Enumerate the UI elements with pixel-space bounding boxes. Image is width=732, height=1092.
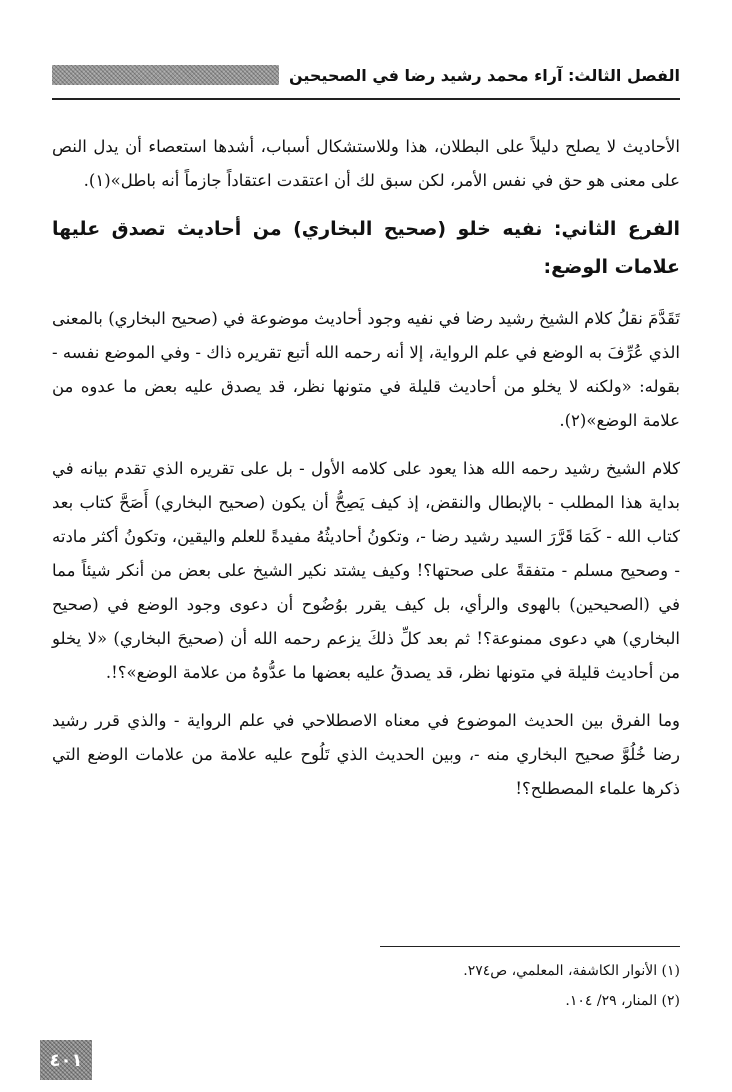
paragraph-critique: كلام الشيخ رشيد رحمه الله هذا يعود على كلامه الأول - بل على تقريره الذي تقدم بيانه في بداية هذا المطلب - بالإبطال والنقض، إذ كيف يَصِحُّ أن يكون (صحيح البخاري) أَصَحَّ كتاب بعد كتاب الله - كَمَا قَرَّرَ السيد رشيد رضا -، وتكونُ أحاديثُهُ مفيدةً للعلم واليقين، وتكونُ أكثر مادته - وصحيح مسلم - متفقةً على صحتها؟! وكيف يشتد نكير الشيخ على بعض من أنكر شيئاً مما في (الصحيحين) بالهوى والرأي، بل كيف يقرر بوُضُوح أن دعوى وجود الوضع في (صحيح البخاري) هي دعوى ممنوعة؟! ثم بعد كلِّ ذلكَ يزعم رحمه الله أن (صحيحَ البخاري) «لا يخلو من أحاديث قليلة في متونها نظر، قد يصدقُ عليه بعضها ما عدُّوهُ من علامة الوضع»؟!. <box>52 459 681 682</box>
footnote-2: (٢) المنار، ٢٩/ ١٠٤. <box>565 993 680 1009</box>
footnote-1: (١) الأنوار الكاشفة، المعلمي، ص٢٧٤. <box>463 963 680 979</box>
page-number: ٤٠١ <box>49 1049 83 1071</box>
paragraph-question: وما الفرق بين الحديث الموضوع في معناه الاصطلاحي في علم الرواية - والذي قرر رشيد رضا خُلُوَّ صحيح البخاري منه -، وبين الحديث الذي تَلُوح عليه علامة من علامات الوضع التي ذكرها علماء المصطلح؟! <box>52 711 680 798</box>
running-head <box>52 60 680 90</box>
running-head-decorative-bar <box>52 65 279 85</box>
section-subheading: الفرع الثاني: نفيه خلو (صحيح البخاري) من أحاديث تصدق عليها علامات الوضع: <box>52 218 680 278</box>
footnotes <box>52 956 680 1016</box>
paragraph-quote-intro: تَقَدَّمَ نقلُ كلام الشيخ رشيد رضا في نفيه وجود أحاديث موضوعة في (صحيح البخاري) بالمعنى الذي عُرِّفَ به الوضع في علم الرواية، إلا أنه رحمه الله أتبع تقريره ذاك - وفي الموضع نفسه - بقوله: «ولكنه لا يخلو من أحاديث قليلة في متونها نظر، قد يصدق عليه بعض ما عدوه من علامة الوضع»(٢). <box>52 309 680 430</box>
footnote-rule <box>380 946 680 947</box>
page-number-box <box>40 1040 92 1080</box>
paragraph-continuation: الأحاديث لا يصلح دليلاً على البطلان، هذا وللاستشكال أسباب، أشدها استعصاء أن يدل النص على معنى هو حق في نفس الأمر، لكن سبق لك أن اعتقدت اعتقاداً جازماً أنه باطل»(١). <box>52 137 680 190</box>
header-rule <box>52 98 680 100</box>
main-text <box>52 130 680 820</box>
running-head-title: الفصل الثالث: آراء محمد رشيد رضا في الصحيحين <box>288 65 680 85</box>
